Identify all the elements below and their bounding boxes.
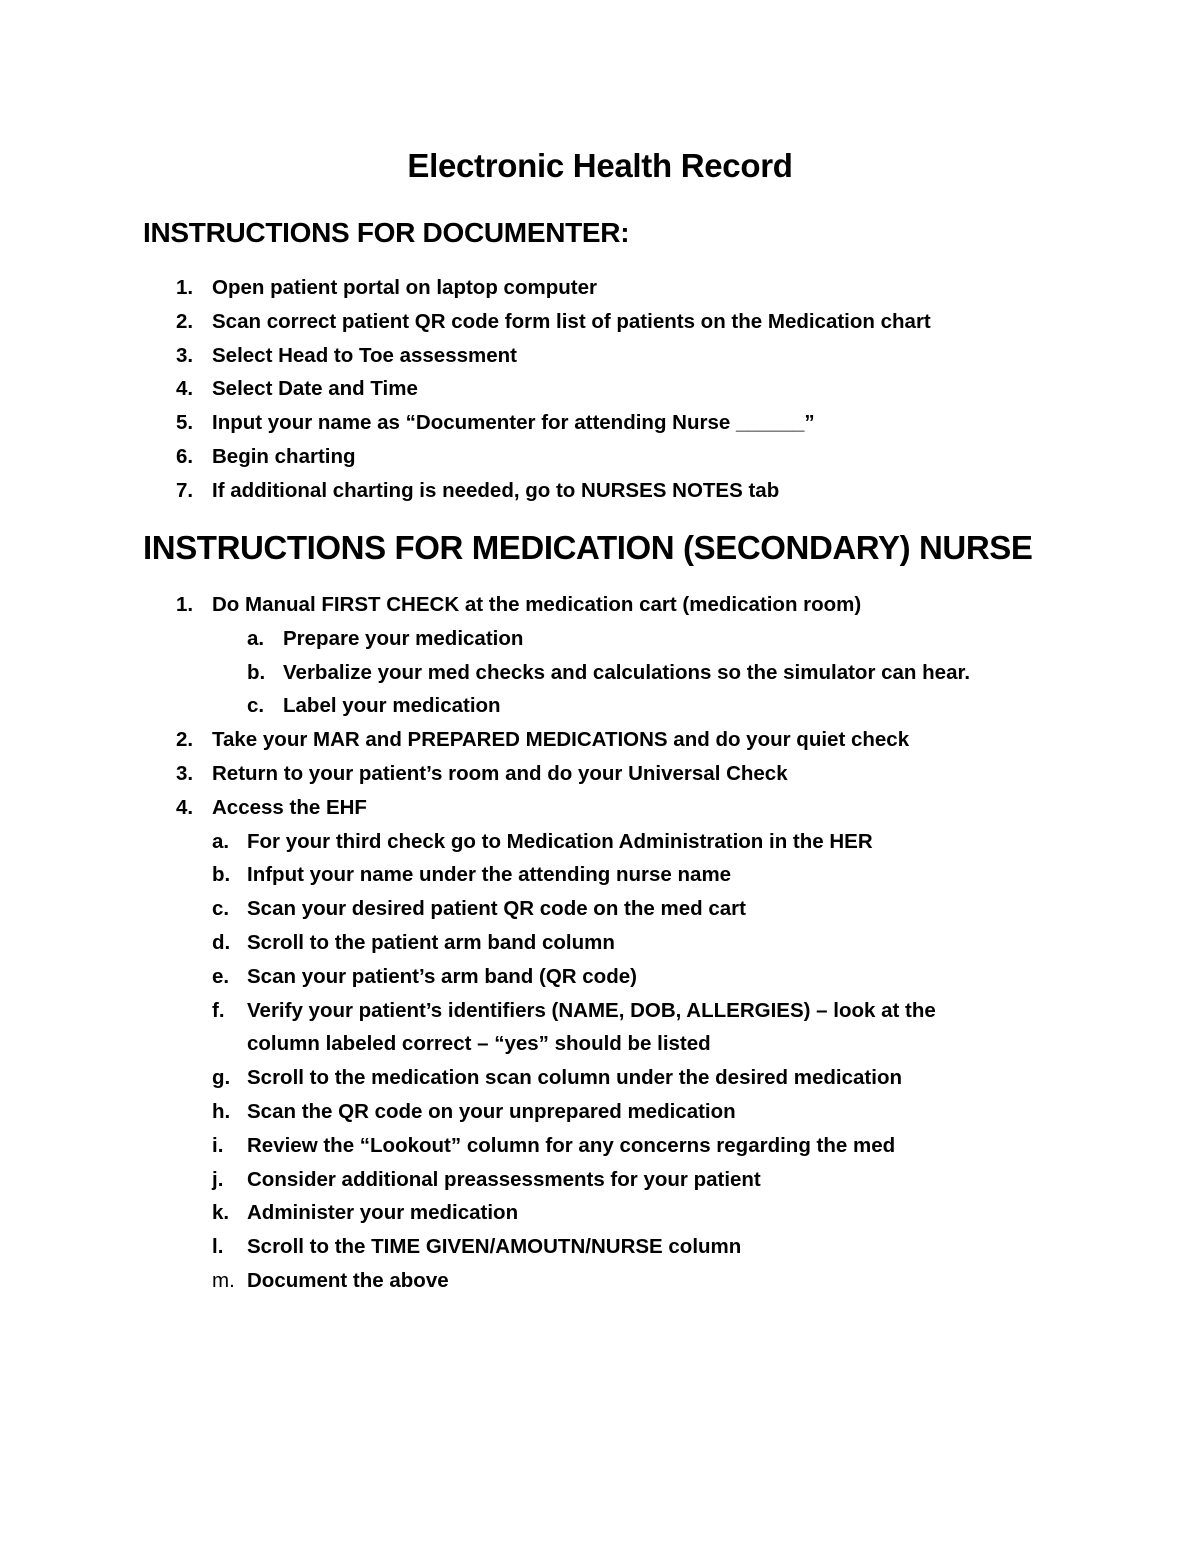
list-marker: 7. — [176, 478, 194, 502]
list-item-text: Verify your patient’s identifiers (NAME, DOB, ALLERGIES) – look at the — [247, 998, 936, 1022]
list-item-text: Prepare your medication — [283, 626, 524, 650]
sub-list-item — [0, 1196, 1200, 1230]
list-marker: g. — [212, 1066, 231, 1090]
list-item — [0, 588, 1200, 622]
list-marker: k. — [212, 1201, 230, 1225]
list-item — [0, 757, 1200, 791]
sub-list-item — [0, 926, 1200, 960]
list-marker: 2. — [176, 309, 194, 333]
list-item-text: Scan correct patient QR code form list of patients on the Medication chart — [212, 309, 931, 333]
sub-list-item — [0, 825, 1200, 859]
list-marker: 5. — [176, 411, 194, 435]
medication-nurse-instructions-list — [0, 588, 1200, 1298]
list-item — [0, 406, 1200, 440]
list-item-text: Scroll to the medication scan column under the desired medication — [247, 1066, 902, 1090]
sub-list-item — [0, 1061, 1200, 1095]
sub-list-item — [0, 1264, 1200, 1298]
list-item-text: Scroll to the TIME GIVEN/AMOUTN/NURSE column — [247, 1235, 742, 1259]
list-item-text: Return to your patient’s room and do your Universal Check — [212, 761, 788, 785]
list-item-text: Access the EHF — [212, 795, 367, 819]
sub-list-item — [0, 892, 1200, 926]
list-item-text: Document the above — [247, 1268, 449, 1292]
list-item — [0, 474, 1200, 508]
list-item-text: Take your MAR and PREPARED MEDICATIONS and do your quiet check — [212, 728, 910, 752]
sub-list-item — [0, 960, 1200, 994]
sub-list-item — [0, 656, 1200, 690]
list-item-text: Begin charting — [212, 444, 356, 468]
sub-list-item — [0, 1163, 1200, 1197]
list-item-text: Select Head to Toe assessment — [212, 343, 517, 367]
list-item-text: Consider additional preassessments for your patient — [247, 1167, 761, 1191]
list-item-text: Input your name as “Documenter for attending Nurse ______” — [212, 411, 815, 435]
list-item-text: Infput your name under the attending nurse name — [247, 863, 732, 887]
list-marker: i. — [212, 1133, 224, 1157]
sub-list-item-continuation — [0, 1027, 1200, 1061]
list-marker: 6. — [176, 444, 194, 468]
list-item-text: For your third check go to Medication Administration in the HER — [247, 829, 873, 853]
list-item — [0, 440, 1200, 474]
list-marker: 3. — [176, 343, 194, 367]
list-item-text: Scan your desired patient QR code on the med cart — [247, 897, 746, 921]
list-marker: h. — [212, 1099, 231, 1123]
list-marker: 3. — [176, 761, 194, 785]
list-marker: d. — [212, 930, 231, 954]
page-title: Electronic Health Record — [407, 147, 793, 184]
sub-list-item — [0, 1230, 1200, 1264]
list-item-text: Review the “Lookout” column for any concerns regarding the med — [247, 1133, 896, 1157]
list-item-text: Scan your patient’s arm band (QR code) — [247, 964, 637, 988]
list-item-text: Open patient portal on laptop computer — [212, 276, 597, 299]
list-marker: b. — [247, 660, 266, 684]
list-marker: l. — [212, 1235, 224, 1259]
sub-list-item — [0, 1095, 1200, 1129]
list-marker: a. — [212, 829, 230, 853]
list-item-text: Scroll to the patient arm band column — [247, 930, 615, 954]
list-marker: c. — [247, 694, 265, 718]
list-item-text: Select Date and Time — [212, 377, 418, 401]
list-marker: 4. — [176, 377, 194, 401]
list-item — [0, 271, 1200, 305]
documenter-instructions-list — [0, 271, 1200, 508]
list-marker: c. — [212, 897, 230, 921]
list-item-text: Do Manual FIRST CHECK at the medication cart (medication room) — [212, 593, 862, 616]
list-item — [0, 791, 1200, 825]
list-item — [0, 339, 1200, 373]
list-item — [0, 372, 1200, 406]
sub-list-item — [0, 858, 1200, 892]
list-item-text: Scan the QR code on your unprepared medication — [247, 1099, 736, 1123]
sub-list-item — [0, 994, 1200, 1028]
list-marker: 4. — [176, 795, 194, 819]
list-item — [0, 305, 1200, 339]
list-marker: f. — [212, 998, 225, 1022]
list-marker: b. — [212, 863, 231, 887]
sub-list-item — [0, 689, 1200, 723]
list-marker: 2. — [176, 728, 194, 752]
sub-list-item — [0, 1129, 1200, 1163]
list-item-text: Administer your medication — [247, 1201, 519, 1225]
list-marker: j. — [212, 1167, 224, 1191]
list-marker: e. — [212, 964, 230, 988]
list-item-text: Verbalize your med checks and calculations so the simulator can hear. — [283, 660, 971, 684]
list-marker: a. — [247, 626, 265, 650]
list-marker: m. — [212, 1268, 235, 1292]
list-marker: 1. — [176, 593, 194, 616]
list-item-text: column labeled correct – “yes” should be listed — [247, 1032, 711, 1056]
sub-list-item — [0, 622, 1200, 656]
list-item-text: If additional charting is needed, go to NURSES NOTES tab — [212, 478, 780, 502]
medication-nurse-heading: INSTRUCTIONS FOR MEDICATION (SECONDARY) NURSE — [143, 529, 1033, 566]
documenter-heading: INSTRUCTIONS FOR DOCUMENTER: — [143, 217, 630, 248]
list-item — [0, 723, 1200, 757]
list-item-text: Label your medication — [283, 694, 501, 718]
list-marker: 1. — [176, 276, 194, 299]
